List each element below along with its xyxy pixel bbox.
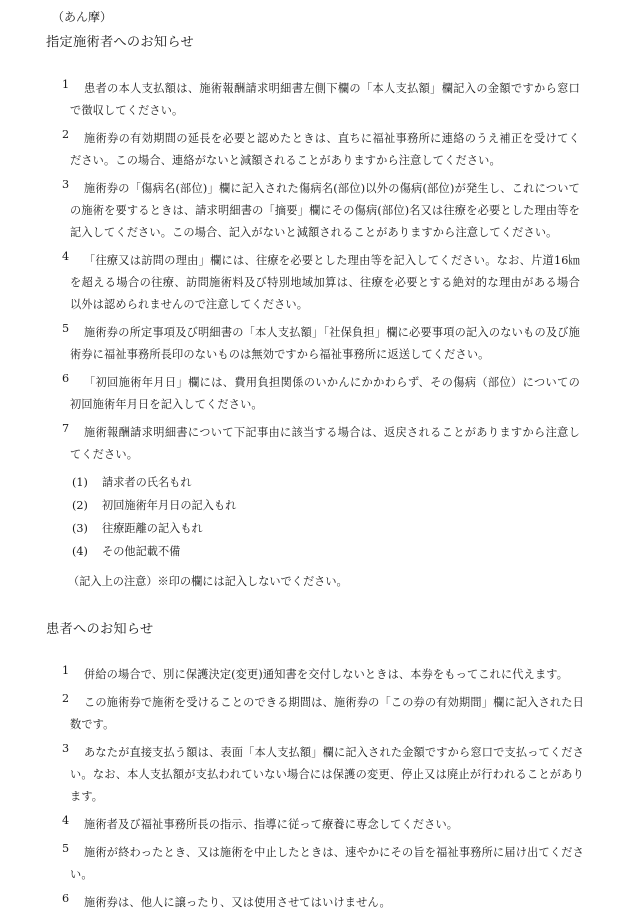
section-title-patient-notice: 患者へのお知らせ — [46, 622, 154, 637]
sub-item-number: (1) — [72, 476, 88, 489]
item-number: 1 — [62, 664, 70, 677]
list-item — [0, 322, 630, 366]
sub-list-item — [0, 495, 630, 518]
list-item — [0, 692, 630, 736]
return-reasons-list — [0, 472, 630, 564]
item-text: この施術券で施術を受けることのできる期間は、施術券の「この券の有効期間」欄に記入された日数です。 — [70, 696, 584, 731]
list-item — [0, 814, 630, 836]
list-item — [0, 842, 630, 886]
list-item — [0, 372, 630, 416]
item-text: 施術券の有効期間の延長を必要と認めたときは、直ちに福祉事務所に連絡のうえ補正を受けてください。この場合、連絡がないと減額されることがありますから注意してください。 — [70, 132, 580, 167]
item-text: あなたが直接支払う額は、表面「本人支払額」欄に記入された金額ですから窓口で支払ってください。なお、本人支払額が支払われていない場合には保護の変更、停止又は廃止が行われることがあります。 — [70, 746, 584, 803]
item-text: 施術券の「傷病名(部位)」欄に記入された傷病名(部位)以外の傷病(部位)が発生し、これについての施術を要するときは、請求明細書の「摘要」欄にその傷病(部位)名又は往療を必要とした理由等を記入してください。この場合、記入がないと減額されることがありますから注意してください。 — [70, 182, 580, 239]
item-number: 3 — [62, 742, 70, 755]
sub-list-item — [0, 472, 630, 495]
sub-item-number: (4) — [72, 545, 88, 558]
item-number: 7 — [62, 422, 70, 435]
list-item — [0, 128, 630, 172]
item-number: 3 — [62, 178, 70, 191]
entry-note: （記入上の注意）※印の欄には記入しないでください。 — [68, 575, 348, 588]
item-number: 6 — [62, 372, 70, 385]
item-text: 併給の場合で、別に保護決定(変更)通知書を交付しないときは、本券をもってこれに代えます。 — [84, 668, 569, 681]
item-text: 施術券は、他人に譲ったり、又は使用させてはいけません。 — [84, 896, 391, 909]
item-text: 施術が終わったとき、又は施術を中止したときは、速やかにその旨を福祉事務所に届け出てください。 — [70, 846, 584, 881]
sub-list-item — [0, 541, 630, 564]
list-item — [0, 892, 630, 914]
item-number: 4 — [62, 250, 70, 263]
practitioner-notice-list — [0, 78, 630, 570]
sub-list-item — [0, 518, 630, 541]
patient-notice-list — [0, 664, 630, 920]
document-category-tag: （あん摩） — [52, 10, 113, 24]
section-title-practitioner-notice: 指定施術者へのお知らせ — [46, 35, 194, 50]
sub-item-text: 往療距離の記入もれ — [102, 522, 203, 535]
sub-item-number: (2) — [72, 499, 88, 512]
item-number: 2 — [62, 692, 70, 705]
item-number: 6 — [62, 892, 70, 905]
item-number: 4 — [62, 814, 70, 827]
item-number: 2 — [62, 128, 70, 141]
list-item — [0, 78, 630, 122]
list-item — [0, 422, 630, 466]
item-number: 5 — [62, 842, 70, 855]
list-item — [0, 664, 630, 686]
item-number: 1 — [62, 78, 70, 91]
sub-item-text: その他記載不備 — [102, 545, 181, 558]
list-item — [0, 742, 630, 808]
item-text: 施術券の所定事項及び明細書の「本人支払額」「社保負担」欄に必要事項の記入のないもの及び施術券に福祉事務所長印のないものは無効ですから福祉事務所に返送してください。 — [70, 326, 580, 361]
sub-item-text: 初回施術年月日の記入もれ — [102, 499, 237, 512]
item-text: 「初回施術年月日」欄には、費用負担関係のいかんにかかわらず、その傷病（部位）についての初回施術年月日を記入してください。 — [70, 376, 580, 411]
item-text: 患者の本人支払額は、施術報酬請求明細書左側下欄の「本人支払額」欄記入の金額ですから窓口で徴収してください。 — [70, 82, 580, 117]
item-text: 施術報酬請求明細書について下記事由に該当する場合は、返戻されることがありますから注意してください。 — [70, 426, 580, 461]
item-text: 「往療又は訪問の理由」欄には、往療を必要とした理由等を記入してください。なお、片道16㎞を超える場合の往療、訪問施術料及び特別地域加算は、往療を必要とする絶対的な理由がある場合以外は認められませんので注意してください。 — [70, 254, 580, 311]
item-number: 5 — [62, 322, 70, 335]
sub-item-number: (3) — [72, 522, 88, 535]
item-text: 施術者及び福祉事務所長の指示、指導に従って療養に専念してください。 — [84, 818, 459, 831]
list-item — [0, 250, 630, 316]
sub-item-text: 請求者の氏名もれ — [102, 476, 192, 489]
list-item — [0, 178, 630, 244]
